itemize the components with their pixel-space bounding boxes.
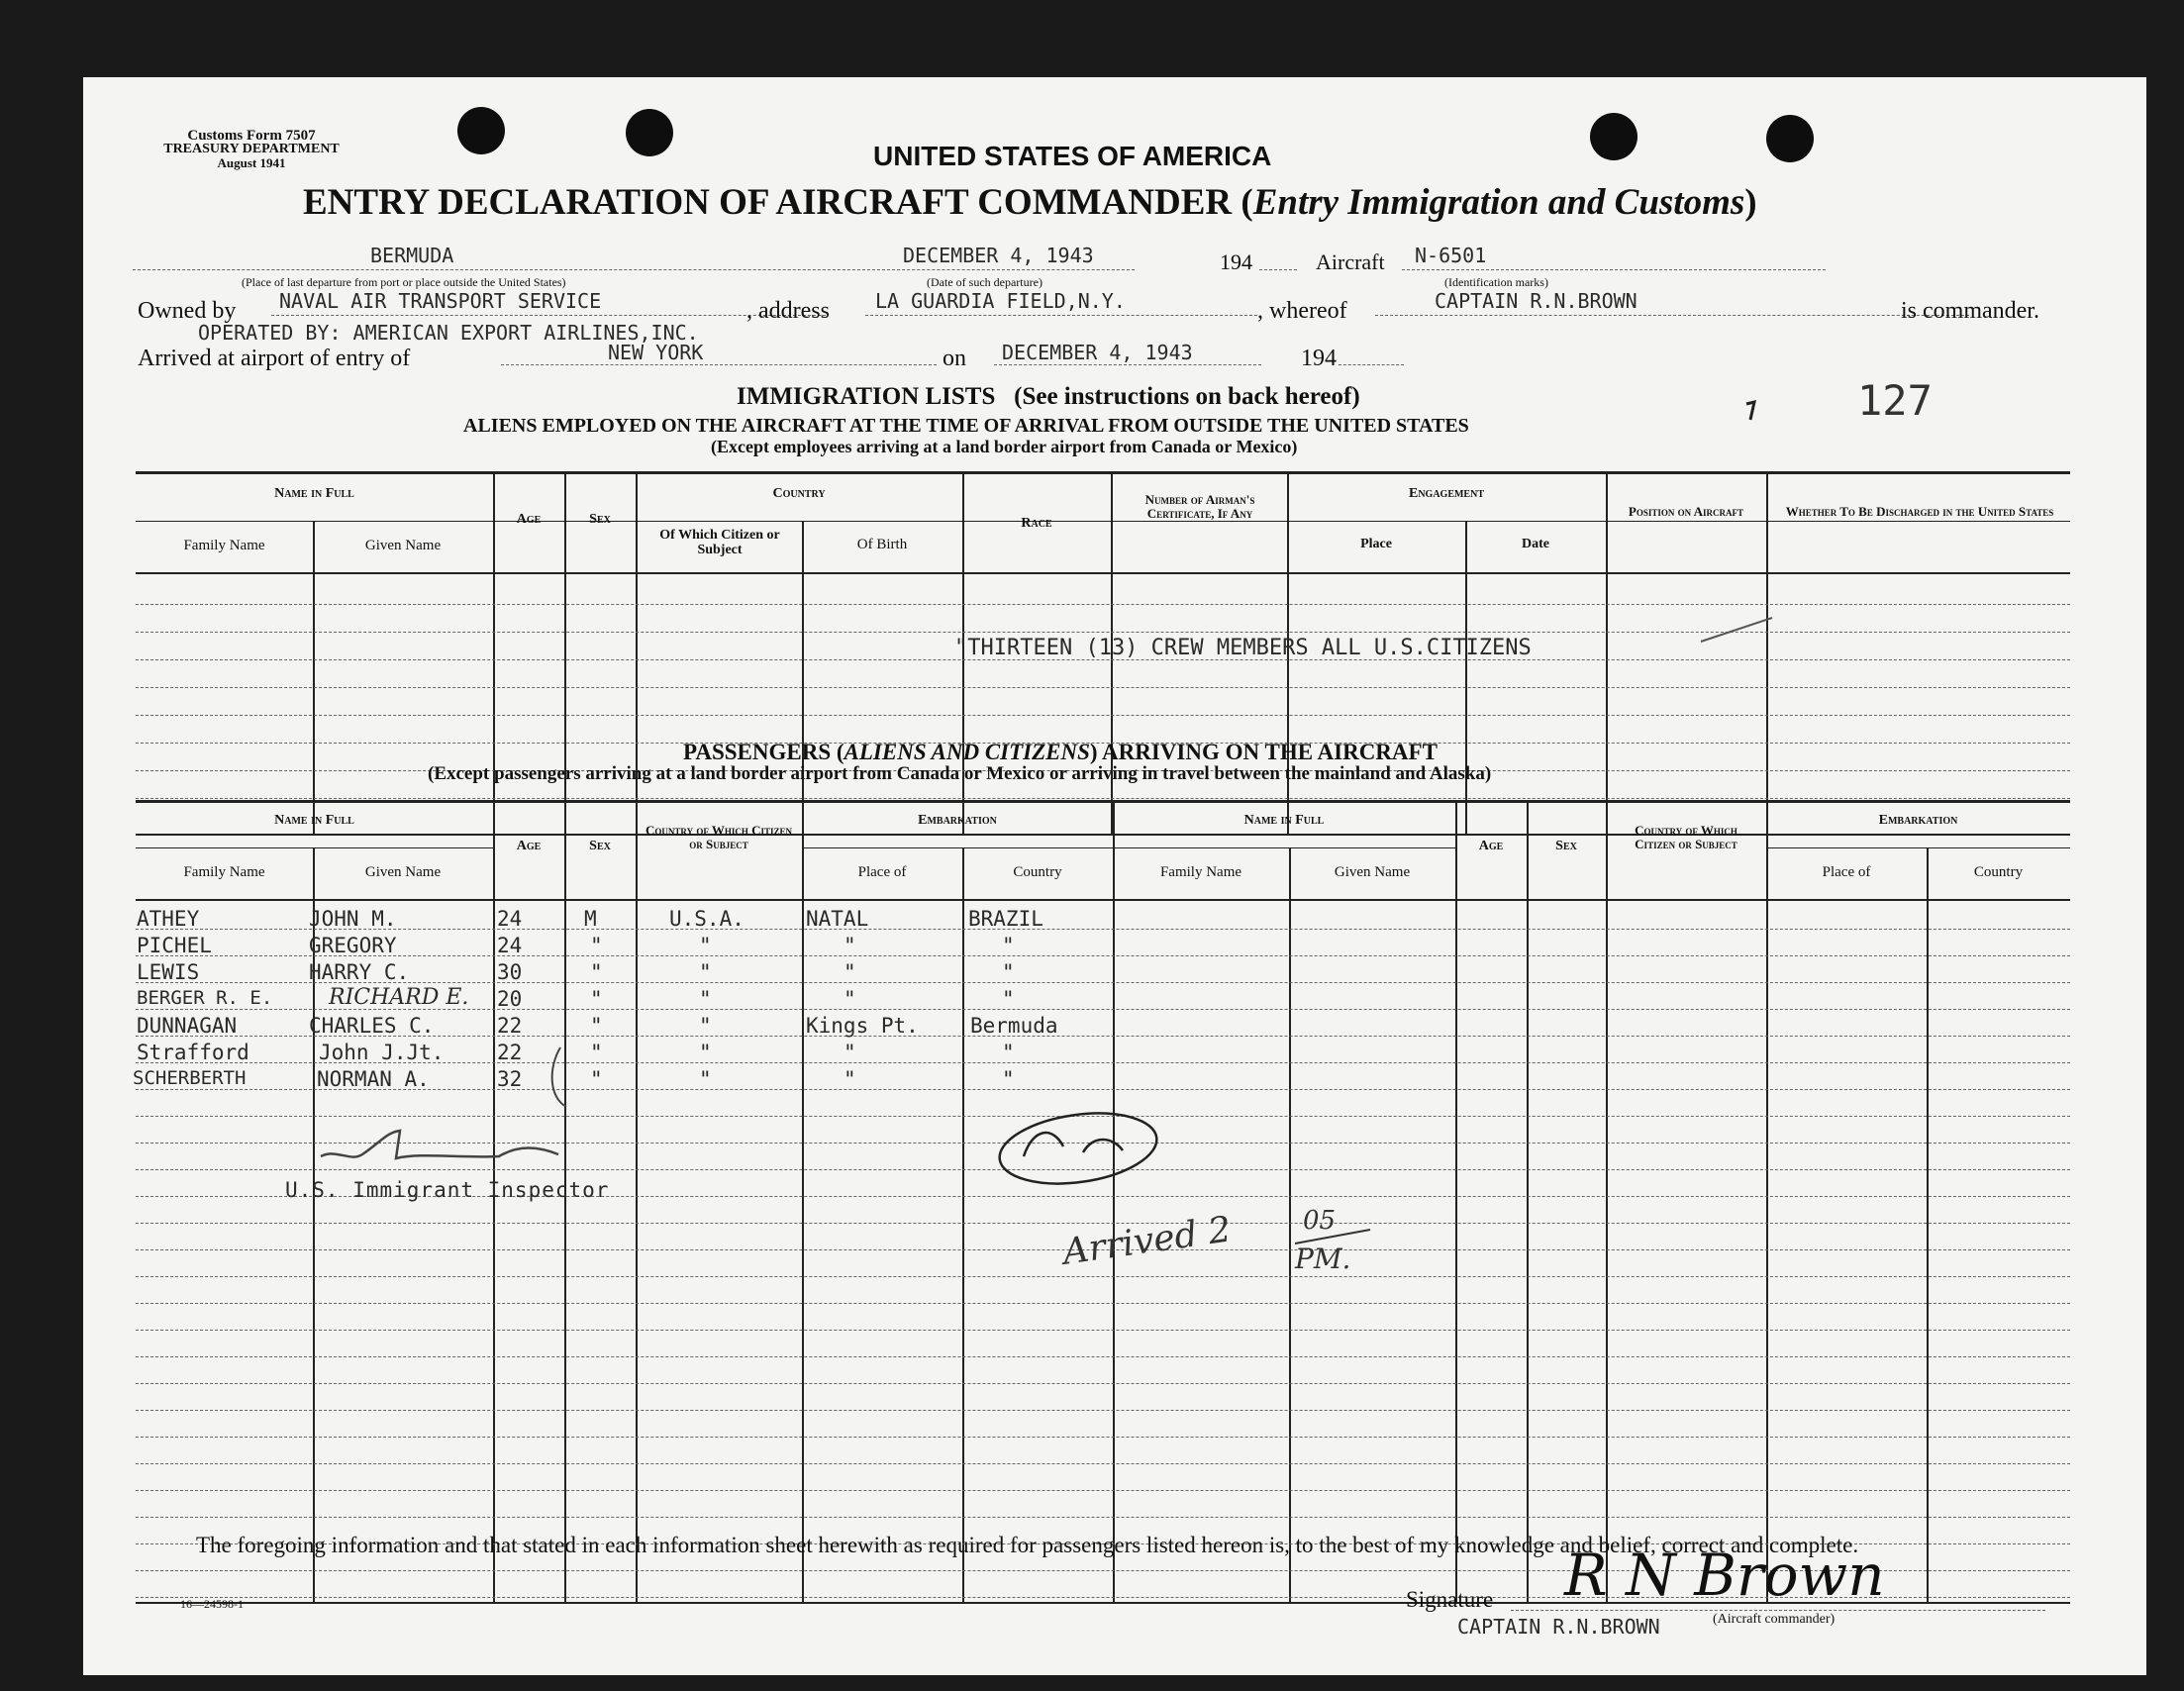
commander-name: CAPTAIN R.N.BROWN bbox=[1435, 289, 1638, 313]
arrival-time: 05 bbox=[1303, 1206, 1337, 1236]
passenger-age: 20 bbox=[497, 987, 523, 1011]
passenger-sex: " bbox=[590, 960, 603, 984]
pass-header-place: Place of bbox=[857, 864, 907, 880]
form-title-main: ENTRY DECLARATION OF AIRCRAFT COMMANDER ( bbox=[303, 182, 1253, 223]
pass-header-citizen: Country of Which Citizen or Subject bbox=[645, 823, 792, 851]
passenger-citizen: " bbox=[699, 1014, 712, 1038]
check-mark bbox=[552, 1047, 566, 1107]
passenger-place: " bbox=[844, 1067, 856, 1091]
pass-header-given-2: Given Name bbox=[1334, 864, 1411, 880]
pass-header-age: Age bbox=[516, 839, 542, 853]
passenger-given: HARRY C. bbox=[309, 960, 410, 984]
crew-header-certificate: Number of Airman's Certificate, If Any bbox=[1144, 492, 1255, 521]
passengers-subnote: (Except passengers arriving at a land border airport from Canada or Mexico or arriving in travel between the mainland and Alaska) bbox=[428, 763, 1492, 784]
passenger-place: " bbox=[844, 1041, 856, 1064]
aircraft-id: N-6501 bbox=[1415, 244, 1487, 267]
passenger-family: DUNNAGAN bbox=[137, 1014, 238, 1038]
passenger-citizen: " bbox=[699, 1041, 712, 1064]
passenger-place: " bbox=[844, 960, 856, 984]
passenger-family: LEWIS bbox=[137, 960, 200, 984]
passenger-place: " bbox=[844, 987, 856, 1011]
certification-text: The foregoing information and that stated in each information sheet herewith as required for passengers listed hereon is, to the best of my knowledge and belief, correct and complete. bbox=[196, 1533, 1859, 1557]
form-date: August 1941 bbox=[217, 155, 286, 170]
address: LA GUARDIA FIELD,N.Y. bbox=[875, 289, 1126, 313]
crew-header-name: Name in Full bbox=[274, 486, 354, 501]
passenger-citizen: U.S.A. bbox=[669, 907, 745, 931]
passenger-age: 24 bbox=[497, 934, 523, 957]
form-title-italic: Entry Immigration and Customs bbox=[1252, 182, 1745, 223]
passenger-given: JOHN M. bbox=[309, 907, 397, 931]
owner: NAVAL AIR TRANSPORT SERVICE bbox=[279, 289, 602, 313]
passenger-citizen: " bbox=[699, 960, 712, 984]
pass-header-country: Country bbox=[1013, 864, 1062, 880]
pass-header-family: Family Name bbox=[183, 864, 265, 880]
passenger-place: " bbox=[844, 934, 856, 957]
passenger-given: CHARLES C. bbox=[309, 1014, 435, 1038]
pass-header-age-2: Age bbox=[1478, 839, 1504, 853]
passenger-country: " bbox=[1002, 960, 1015, 984]
aircraft-caption: (Identification marks) bbox=[1444, 275, 1548, 289]
arrival-time-rule bbox=[1295, 1230, 1370, 1243]
crew-header-given: Given Name bbox=[364, 538, 442, 553]
pen-marks bbox=[83, 77, 2146, 1675]
passenger-country: Bermuda bbox=[970, 1014, 1058, 1038]
arrival-airport: NEW YORK bbox=[608, 341, 704, 364]
passengers-heading-end: ) ARRIVING ON THE AIRCRAFT bbox=[1089, 740, 1438, 764]
passenger-age: 22 bbox=[497, 1014, 523, 1038]
arrival-label: Arrived at airport of entry of bbox=[138, 346, 411, 371]
check-mark bbox=[1701, 618, 1772, 642]
passenger-sex: " bbox=[590, 1014, 603, 1038]
passenger-country: " bbox=[1002, 1041, 1015, 1064]
passenger-age: 24 bbox=[497, 907, 523, 931]
passengers-heading-italic: ALIENS AND CITIZENS bbox=[844, 740, 1090, 764]
passenger-given: NORMAN A. bbox=[317, 1067, 430, 1091]
signer-caption: (Aircraft commander) bbox=[1713, 1612, 1836, 1627]
departure-place: BERMUDA bbox=[370, 244, 454, 267]
crew-header-citizen: Of Which Citizen or Subject bbox=[659, 528, 780, 557]
arrival-on-label: on bbox=[943, 346, 966, 371]
passenger-age: 30 bbox=[497, 960, 523, 984]
passenger-given: RICHARD E. bbox=[329, 985, 469, 1010]
arrival-ampm: PM. bbox=[1295, 1243, 1351, 1275]
pass-header-embarkation: Embarkation bbox=[918, 813, 997, 828]
signer-name: CAPTAIN R.N.BROWN bbox=[1457, 1615, 1660, 1639]
owned-by-label: Owned by bbox=[138, 298, 237, 324]
address-label: , address bbox=[746, 298, 830, 324]
crew-header-country: Country bbox=[772, 486, 826, 501]
crew-header-discharged: Whether To Be Discharged in the United States bbox=[1785, 504, 2054, 519]
pass-header-citizen-2: Country of Which Citizen or Subject bbox=[1635, 823, 1737, 851]
stamp-scribble bbox=[1024, 1133, 1123, 1156]
immigration-heading-note: (See instructions on back hereof) bbox=[1014, 383, 1360, 410]
department: TREASURY DEPARTMENT bbox=[163, 142, 340, 156]
passenger-age: 22 bbox=[497, 1041, 523, 1064]
passenger-sex: " bbox=[590, 1041, 603, 1064]
passenger-given: GREGORY bbox=[309, 934, 397, 957]
check-mark bbox=[1746, 402, 1754, 420]
form-sheet bbox=[83, 77, 2146, 1675]
passenger-given: John J.Jt. bbox=[319, 1041, 445, 1064]
aircraft-label: Aircraft bbox=[1316, 249, 1385, 274]
pass-header-sex: Sex bbox=[589, 839, 611, 853]
country-title: UNITED STATES OF AMERICA bbox=[873, 141, 1272, 171]
passenger-country: " bbox=[1002, 934, 1015, 957]
crew-header-family: Family Name bbox=[183, 538, 265, 553]
passenger-place: Kings Pt. bbox=[806, 1014, 919, 1038]
whereof-label: , whereof bbox=[1257, 298, 1347, 324]
arrival-date: DECEMBER 4, 1943 bbox=[1002, 341, 1193, 364]
passenger-sex: " bbox=[590, 1067, 603, 1091]
pass-header-given: Given Name bbox=[364, 864, 442, 880]
arrival-note: Arrived 2 bbox=[1060, 1209, 1235, 1273]
departure-date: DECEMBER 4, 1943 bbox=[903, 244, 1094, 267]
passenger-age: 32 bbox=[497, 1067, 523, 1091]
arrival-year: 194 bbox=[1301, 346, 1337, 371]
passenger-citizen: " bbox=[699, 934, 712, 957]
form-number: Customs Form 7507 bbox=[187, 128, 316, 144]
pass-header-place-2: Place of bbox=[1822, 864, 1871, 880]
passenger-family: ATHEY bbox=[137, 907, 200, 931]
operated-by: OPERATED BY: AMERICAN EXPORT AIRLINES,INC. bbox=[198, 321, 699, 345]
crew-header-date: Date bbox=[1522, 537, 1549, 551]
passenger-citizen: " bbox=[699, 987, 712, 1011]
crew-header-place: Place bbox=[1360, 537, 1392, 551]
departure-year: 194 bbox=[1220, 249, 1252, 274]
crew-note: "THIRTEEN (13) CREW MEMBERS ALL U.S.CITIZENS bbox=[954, 636, 1532, 660]
passenger-family: PICHEL bbox=[137, 934, 212, 957]
pass-header-family-2: Family Name bbox=[1159, 864, 1242, 880]
passenger-family: Strafford bbox=[137, 1041, 249, 1064]
page-number: 127 bbox=[1857, 376, 1933, 425]
passenger-family: SCHERBERTH bbox=[133, 1067, 247, 1089]
passenger-country: " bbox=[1002, 1067, 1015, 1091]
passenger-sex: M bbox=[584, 907, 597, 931]
crew-header-race: Race bbox=[1021, 516, 1052, 531]
pass-header-embarkation-2: Embarkation bbox=[1878, 813, 1958, 828]
commander-suffix: is commander. bbox=[1901, 298, 2039, 324]
passenger-family: BERGER R. E. bbox=[137, 987, 273, 1009]
inspector-initial-mark bbox=[321, 1131, 558, 1158]
immigration-subheading: ALIENS EMPLOYED ON THE AIRCRAFT AT THE TIME OF ARRIVAL FROM OUTSIDE THE UNITED STATES bbox=[463, 415, 1469, 437]
inspector-label: U.S. Immigrant Inspector bbox=[285, 1178, 610, 1202]
passenger-sex: " bbox=[590, 987, 603, 1011]
print-code: 16—24598-1 bbox=[180, 1597, 244, 1611]
passenger-citizen: " bbox=[699, 1067, 712, 1091]
pass-header-sex-2: Sex bbox=[1555, 839, 1577, 853]
passenger-country: BRAZIL bbox=[968, 907, 1043, 931]
crew-header-age: Age bbox=[516, 512, 542, 527]
pass-header-name-2: Name in Full bbox=[1243, 813, 1325, 828]
crew-header-birth: Of Birth bbox=[856, 537, 908, 552]
crew-header-position: Position on Aircraft bbox=[1628, 504, 1744, 519]
crew-header-sex: Sex bbox=[589, 512, 611, 527]
passenger-place: NATAL bbox=[806, 907, 869, 931]
passenger-sex: " bbox=[590, 934, 603, 957]
immigration-subnote: (Except employees arriving at a land border airport from Canada or Mexico) bbox=[711, 437, 1298, 456]
inspector-stamp-mark bbox=[995, 1104, 1161, 1193]
pass-header-country-2: Country bbox=[1973, 864, 2024, 880]
passenger-country: " bbox=[1002, 987, 1015, 1011]
departure-date-caption: (Date of such departure) bbox=[927, 275, 1042, 289]
crew-header-engagement: Engagement bbox=[1408, 486, 1484, 501]
departure-place-caption: (Place of last departure from port or place outside the United States) bbox=[242, 275, 566, 289]
signature-label: Signature bbox=[1406, 1587, 1494, 1612]
pass-header-name: Name in Full bbox=[274, 813, 354, 828]
commander-signature: R N Brown bbox=[1564, 1542, 1885, 1609]
form-title-close: ) bbox=[1744, 182, 1757, 223]
immigration-heading-title: IMMIGRATION LISTS bbox=[737, 383, 996, 410]
passengers-heading-start: PASSENGERS ( bbox=[683, 740, 844, 764]
